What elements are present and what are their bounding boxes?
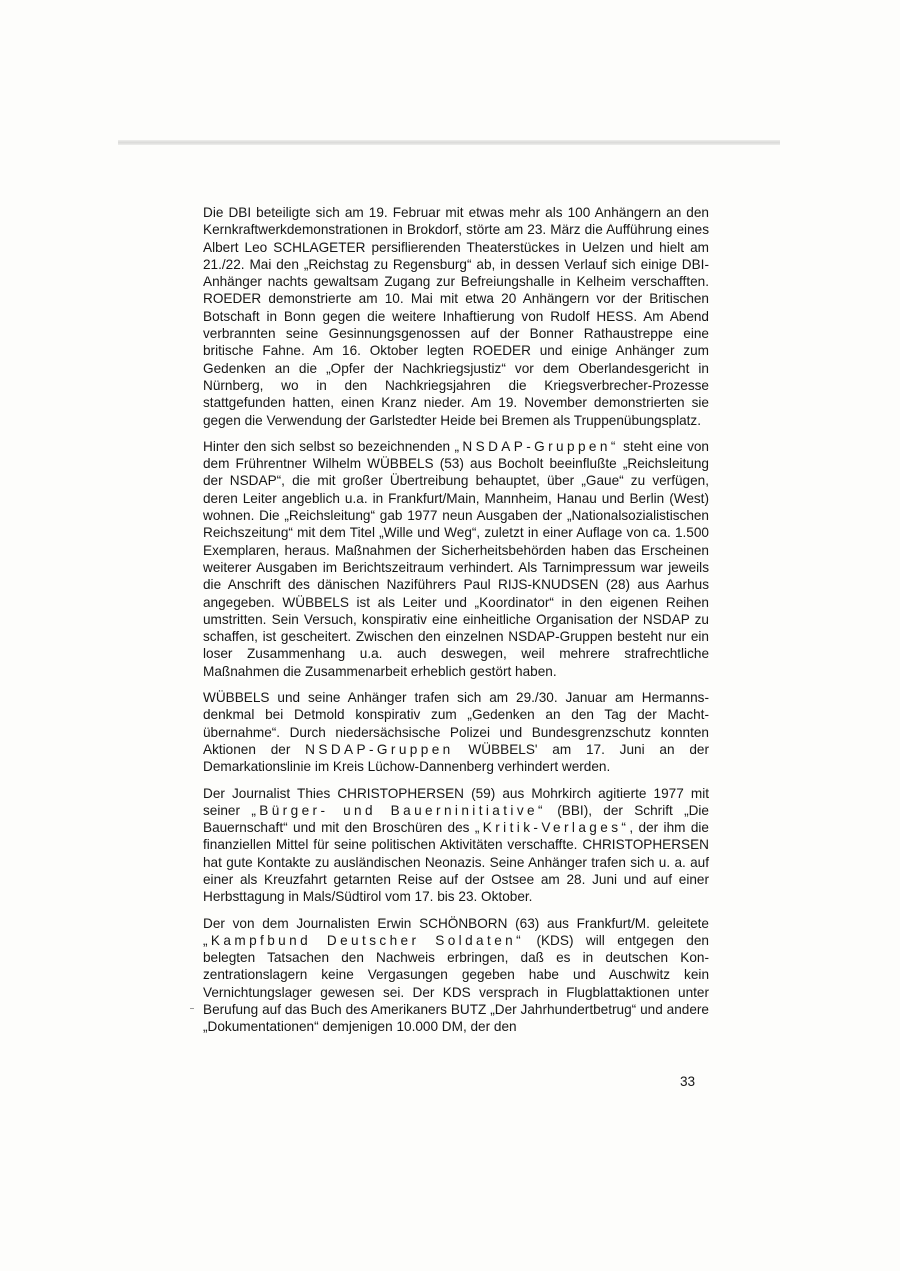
spaced-term: NSDAP-Gruppen	[305, 741, 454, 757]
paragraph-schoenborn	[203, 915, 709, 1036]
paragraph-text: steht eine von dem Frührentner Wilhelm WÜBBELS (53) aus Bocholt beeinflußte „Reichsleitung der NSDAP“, die mit großer Übertreibung behauptet, über „Gaue“ zu verfügen, deren Leiter angeblich u.a. in Frankfurt/Main, Mannheim, Hanau und Berlin (West) wohnen. Die „Reichsleitung“ gab 1977 neun Ausgaben der „Nationalsozialistischen Reichszeitung“ mit dem Titel „Wille und Weg“, zuletzt in einer Auflage von ca. 1.500 Exemplaren, heraus. Maßnahmen der Sicherheitsbehörden haben das Erscheinen weiterer Ausgaben im Berichtszeitraum verhindert. Als Tarnimpressum war jeweils die Anschrift des dänischen Naziführers Paul RIJS-KNUDSEN (28) aus Aarhus angegeben. WÜBBELS ist als Leiter und „Koordinator“ in den eigenen Reihen umstritten. Sein Versuch, konspirativ eine einheitliche Organisation der NSDAP zu schaffen, ist gescheitert. Zwischen den einzelnen NSDAP-Gruppen besteht nur ein loser Zusammenhang u.a. auch deswegen, weil mehrere strafrechtliche Maßnahmen die Zusammenarbeit erheblich gestört haben.	[203, 438, 709, 679]
paragraph-text: Der von dem Journalisten Erwin SCHÖNBORN (63) aus Frankfurt/M. geleitete	[203, 915, 709, 931]
spaced-term: „Bürger- und Bauerninitiative“	[251, 802, 546, 818]
paragraph-nsdap-gruppen	[203, 438, 709, 680]
spaced-term: „Kampfbund Deutscher Soldaten“	[203, 932, 525, 948]
top-scan-rule	[118, 140, 780, 145]
spaced-term: „NSDAP-Gruppen“	[454, 438, 619, 454]
paragraph-text: (BBI), der Schrift „Die Bauernschaft“ und mit den Broschüren des	[203, 802, 709, 836]
margin-mark	[190, 1008, 194, 1009]
body-text	[203, 204, 709, 1045]
paragraph-christophersen	[203, 785, 709, 906]
paragraph-text: (KDS) will entgegen den belegten Tatsachen den Nachweis erbringen, daß es in deutschen Konzentrationslagern keine Vergasungen gegeben habe und Auschwitz kein Vernichtungslager gewesen sei. Der KDS versprach in Flugblattaktionen unter Berufung auf das Buch des Amerikaners BUTZ „Der Jahrhundertbetrug“ und andere „Dokumentationen“ demjenigen 10.000 DM, der den	[203, 932, 709, 1035]
paragraph-text: Die DBI beteiligte sich am 19. Februar mit etwas mehr als 100 Anhängern an den Kernkraftwerkdemonstrationen in Brokdorf, störte am 23. März die Aufführung eines Albert Leo SCHLAGETER persiflierenden Theaterstückes in Uelzen und hielt am 21./22. Mai den „Reichstag zu Regensburg“ ab, in dessen Verlauf sich einige DBI-Anhänger nachts gewaltsam Zugang zur Befreiungshalle in Kelheim verschafften. ROEDER demonstrierte am 10. Mai mit etwa 20 Anhängern vor der Britischen Botschaft in Bonn gegen die weitere Inhaftierung von Rudolf HESS. Am Abend verbrannten seine Gesinnungsgenossen auf der Bonner Rathaustreppe eine britische Fahne. Am 16. Oktober legten ROEDER und einige Anhänger zum Gedenken an die „Opfer der Nachkriegsjustiz“ vor dem Oberlandesgericht in Nürnberg, wo in den Nachkriegsjahren die Kriegsverbrecher-Prozesse stattgefunden hatten, einen Kranz nieder. Am 19. November demonstrierten sie gegen die Verwendung der Garlstedter Heide bei Bremen als Truppenübungsplatz.	[203, 205, 709, 428]
spaced-term: „Kritik-Verlages“	[474, 820, 630, 836]
paragraph-text: WÜBBELS und seine Anhänger trafen sich am 29./30. Januar am Hermannsdenkmal bei Detmold konspirativ zum „Gedenken an den Tag der Machtübernahme“. Durch niedersächsische Polizei und Bundesgrenzschutz konnten Aktionen der	[203, 690, 709, 757]
paragraph-text: WÜBBELS' am 17. Juni an der Demarkationslinie im Kreis Lüchow-Dannenberg verhindert werden.	[203, 741, 709, 775]
page-number: 33	[680, 1074, 696, 1089]
paragraph-wuebbels	[203, 689, 709, 775]
paragraph-text: Der Journalist Thies CHRISTOPHERSEN (59) aus Mohrkirch agitierte 1977 mit seiner	[203, 785, 709, 818]
paragraph-text: , der ihm die finanziellen Mittel für seine politischen Aktivitäten verschaffte. CHRISTOPHERSEN hat gute Kontakte zu ausländischen Neonazis. Seine Anhänger trafen sich u. a. auf einer als Kreuzfahrt getarnten Reise auf der Ostsee am 28. Juni und auf einer Herbsttagung in Mals/Südtirol vom 17. bis 23. Oktober.	[203, 820, 709, 905]
paragraph-text: Hinter den sich selbst so bezeichnenden	[203, 438, 455, 454]
paragraph-dbi	[203, 204, 709, 429]
